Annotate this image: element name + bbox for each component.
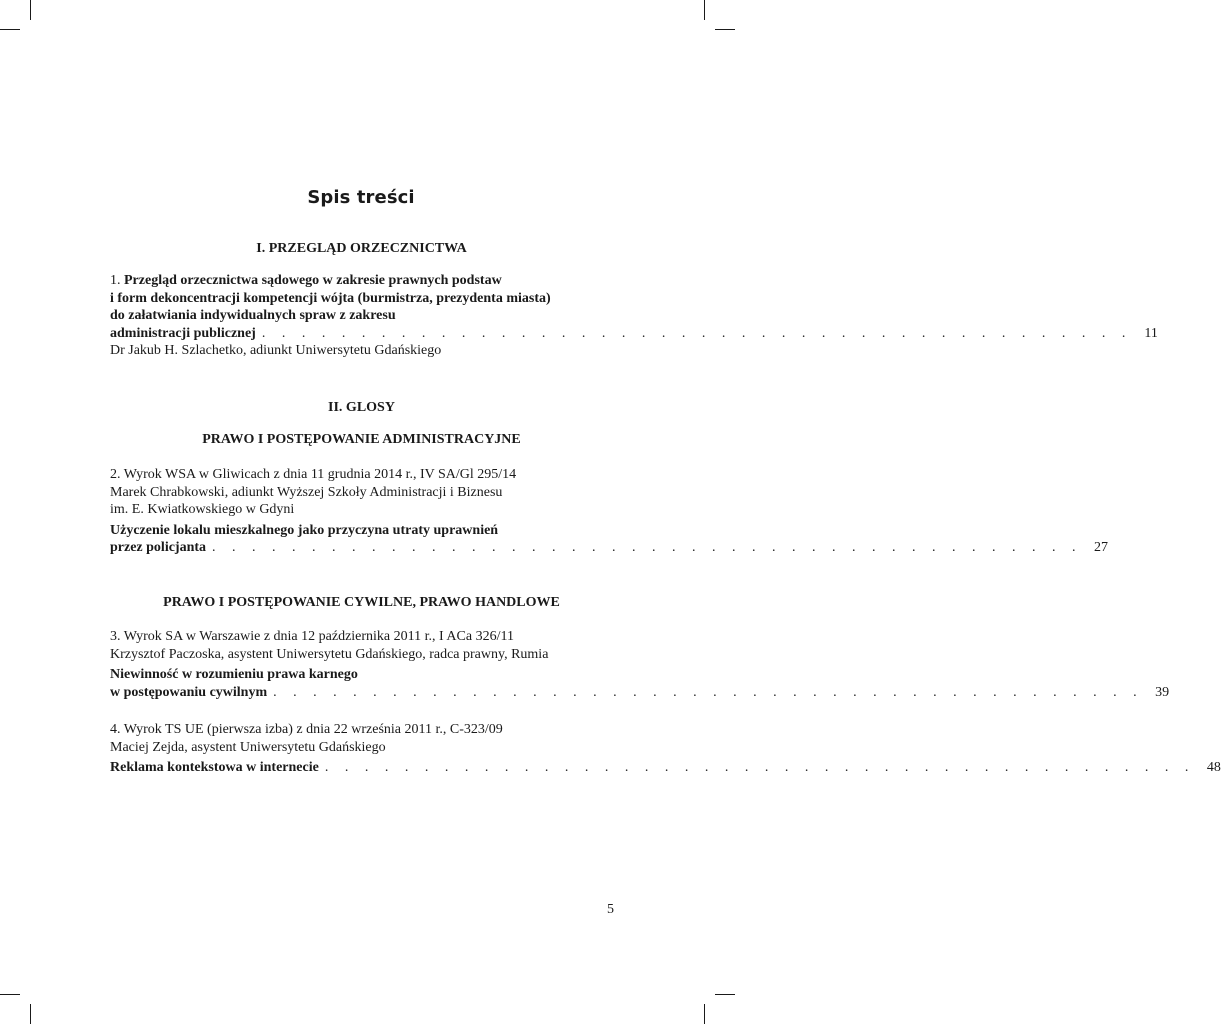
crop-mark — [715, 994, 735, 995]
toc-entry-1 — [110, 272, 1158, 360]
toc-entry-4 — [110, 721, 1221, 777]
toc-leader-line — [110, 539, 1109, 557]
entry-author: im. E. Kwiatkowskiego w Gdyni — [110, 502, 295, 517]
entry-title-line — [110, 272, 613, 290]
page-reference: 27 — [1094, 540, 1109, 555]
entry-title-line: do załatwiania indywidualnych spraw z zakresu — [110, 308, 396, 323]
toc-leader-line — [110, 684, 1170, 702]
entry-title-line: przez policjanta — [110, 540, 207, 555]
toc-entry-2 — [110, 466, 1109, 557]
dot-leader: . . . . . . . . . . . . . . . . . . . . . . . . . . . . . . . . . . . . . . . . . . . . — [273, 684, 1144, 700]
crop-mark — [0, 29, 20, 30]
toc-entry-3 — [110, 628, 1170, 701]
subsection-heading-administracyjne: PRAWO I POSTĘPOWANIE ADMINISTRACYJNE — [202, 432, 521, 447]
entry-title-line: w postępowaniu cywilnym — [110, 684, 268, 700]
case-reference: 3. Wyrok SA w Warszawie z dnia 12 października 2011 r., I ACa 326/11 — [110, 629, 514, 644]
dot-leader: . . . . . . . . . . . . . . . . . . . . . . . . . . . . . . . . . . . . . . . . . . . . — [324, 760, 1195, 775]
crop-mark — [715, 29, 735, 30]
page-reference: 39 — [1155, 684, 1170, 700]
toc-leader-line — [110, 325, 1158, 343]
entry-title: Przegląd orzecznictwa sądowego w zakresie prawnych podstaw — [124, 273, 502, 288]
entry-title-line: Użyczenie lokalu mieszkalnego jako przyczyna utraty uprawnień — [110, 522, 499, 538]
page-reference: 48 — [1206, 760, 1221, 775]
entry-title-line: Niewinność w rozumieniu prawa karnego — [110, 667, 358, 682]
entry-title-line: administracji publicznej — [110, 325, 256, 341]
subsection-heading-cywilne: PRAWO I POSTĘPOWANIE CYWILNE, PRAWO HANDLOWE — [163, 595, 560, 610]
toc-leader-line — [110, 759, 1221, 777]
dot-leader: . . . . . . . . . . . . . . . . . . . . . . . . . . . . . . . . . . . . . . . . . . . . — [212, 540, 1083, 555]
crop-mark — [704, 1004, 705, 1024]
entry-author: Krzysztof Paczoska, asystent Uniwersytetu Gdańskiego, radca prawny, Rumia — [110, 646, 549, 662]
page-title: Spis treści — [307, 187, 415, 208]
crop-mark — [30, 1004, 31, 1024]
crop-mark — [0, 994, 20, 995]
case-reference: 4. Wyrok TS UE (pierwsza izba) z dnia 22 września 2011 r., C-323/09 — [110, 722, 503, 737]
page-number: 5 — [607, 902, 614, 917]
page-reference: 11 — [1144, 325, 1158, 341]
entry-author: Dr Jakub H. Szlachetko, adiunkt Uniwersytetu Gdańskiego — [110, 343, 442, 358]
section-heading-przeglad: I. PRZEGLĄD ORZECZNICTWA — [256, 241, 467, 256]
dot-leader: . . . . . . . . . . . . . . . . . . . . . . . . . . . . . . . . . . . . . . . . . . . . — [261, 325, 1132, 341]
entry-author: Maciej Zejda, asystent Uniwersytetu Gdańskiego — [110, 739, 386, 755]
entry-number: 1. — [110, 273, 121, 288]
section-heading-glosy: II. GLOSY — [328, 400, 395, 415]
case-reference: 2. Wyrok WSA w Gliwicach z dnia 11 grudnia 2014 r., IV SA/Gl 295/14 — [110, 467, 517, 482]
crop-mark — [704, 0, 705, 20]
entry-title-line: i form dekoncentracji kompetencji wójta (burmistrza, prezydenta miasta) — [110, 290, 551, 306]
entry-title-line: Reklama kontekstowa w internecie — [110, 760, 319, 775]
crop-mark — [30, 0, 31, 20]
entry-author: Marek Chrabkowski, adiunkt Wyższej Szkoły Administracji i Biznesu — [110, 484, 503, 500]
